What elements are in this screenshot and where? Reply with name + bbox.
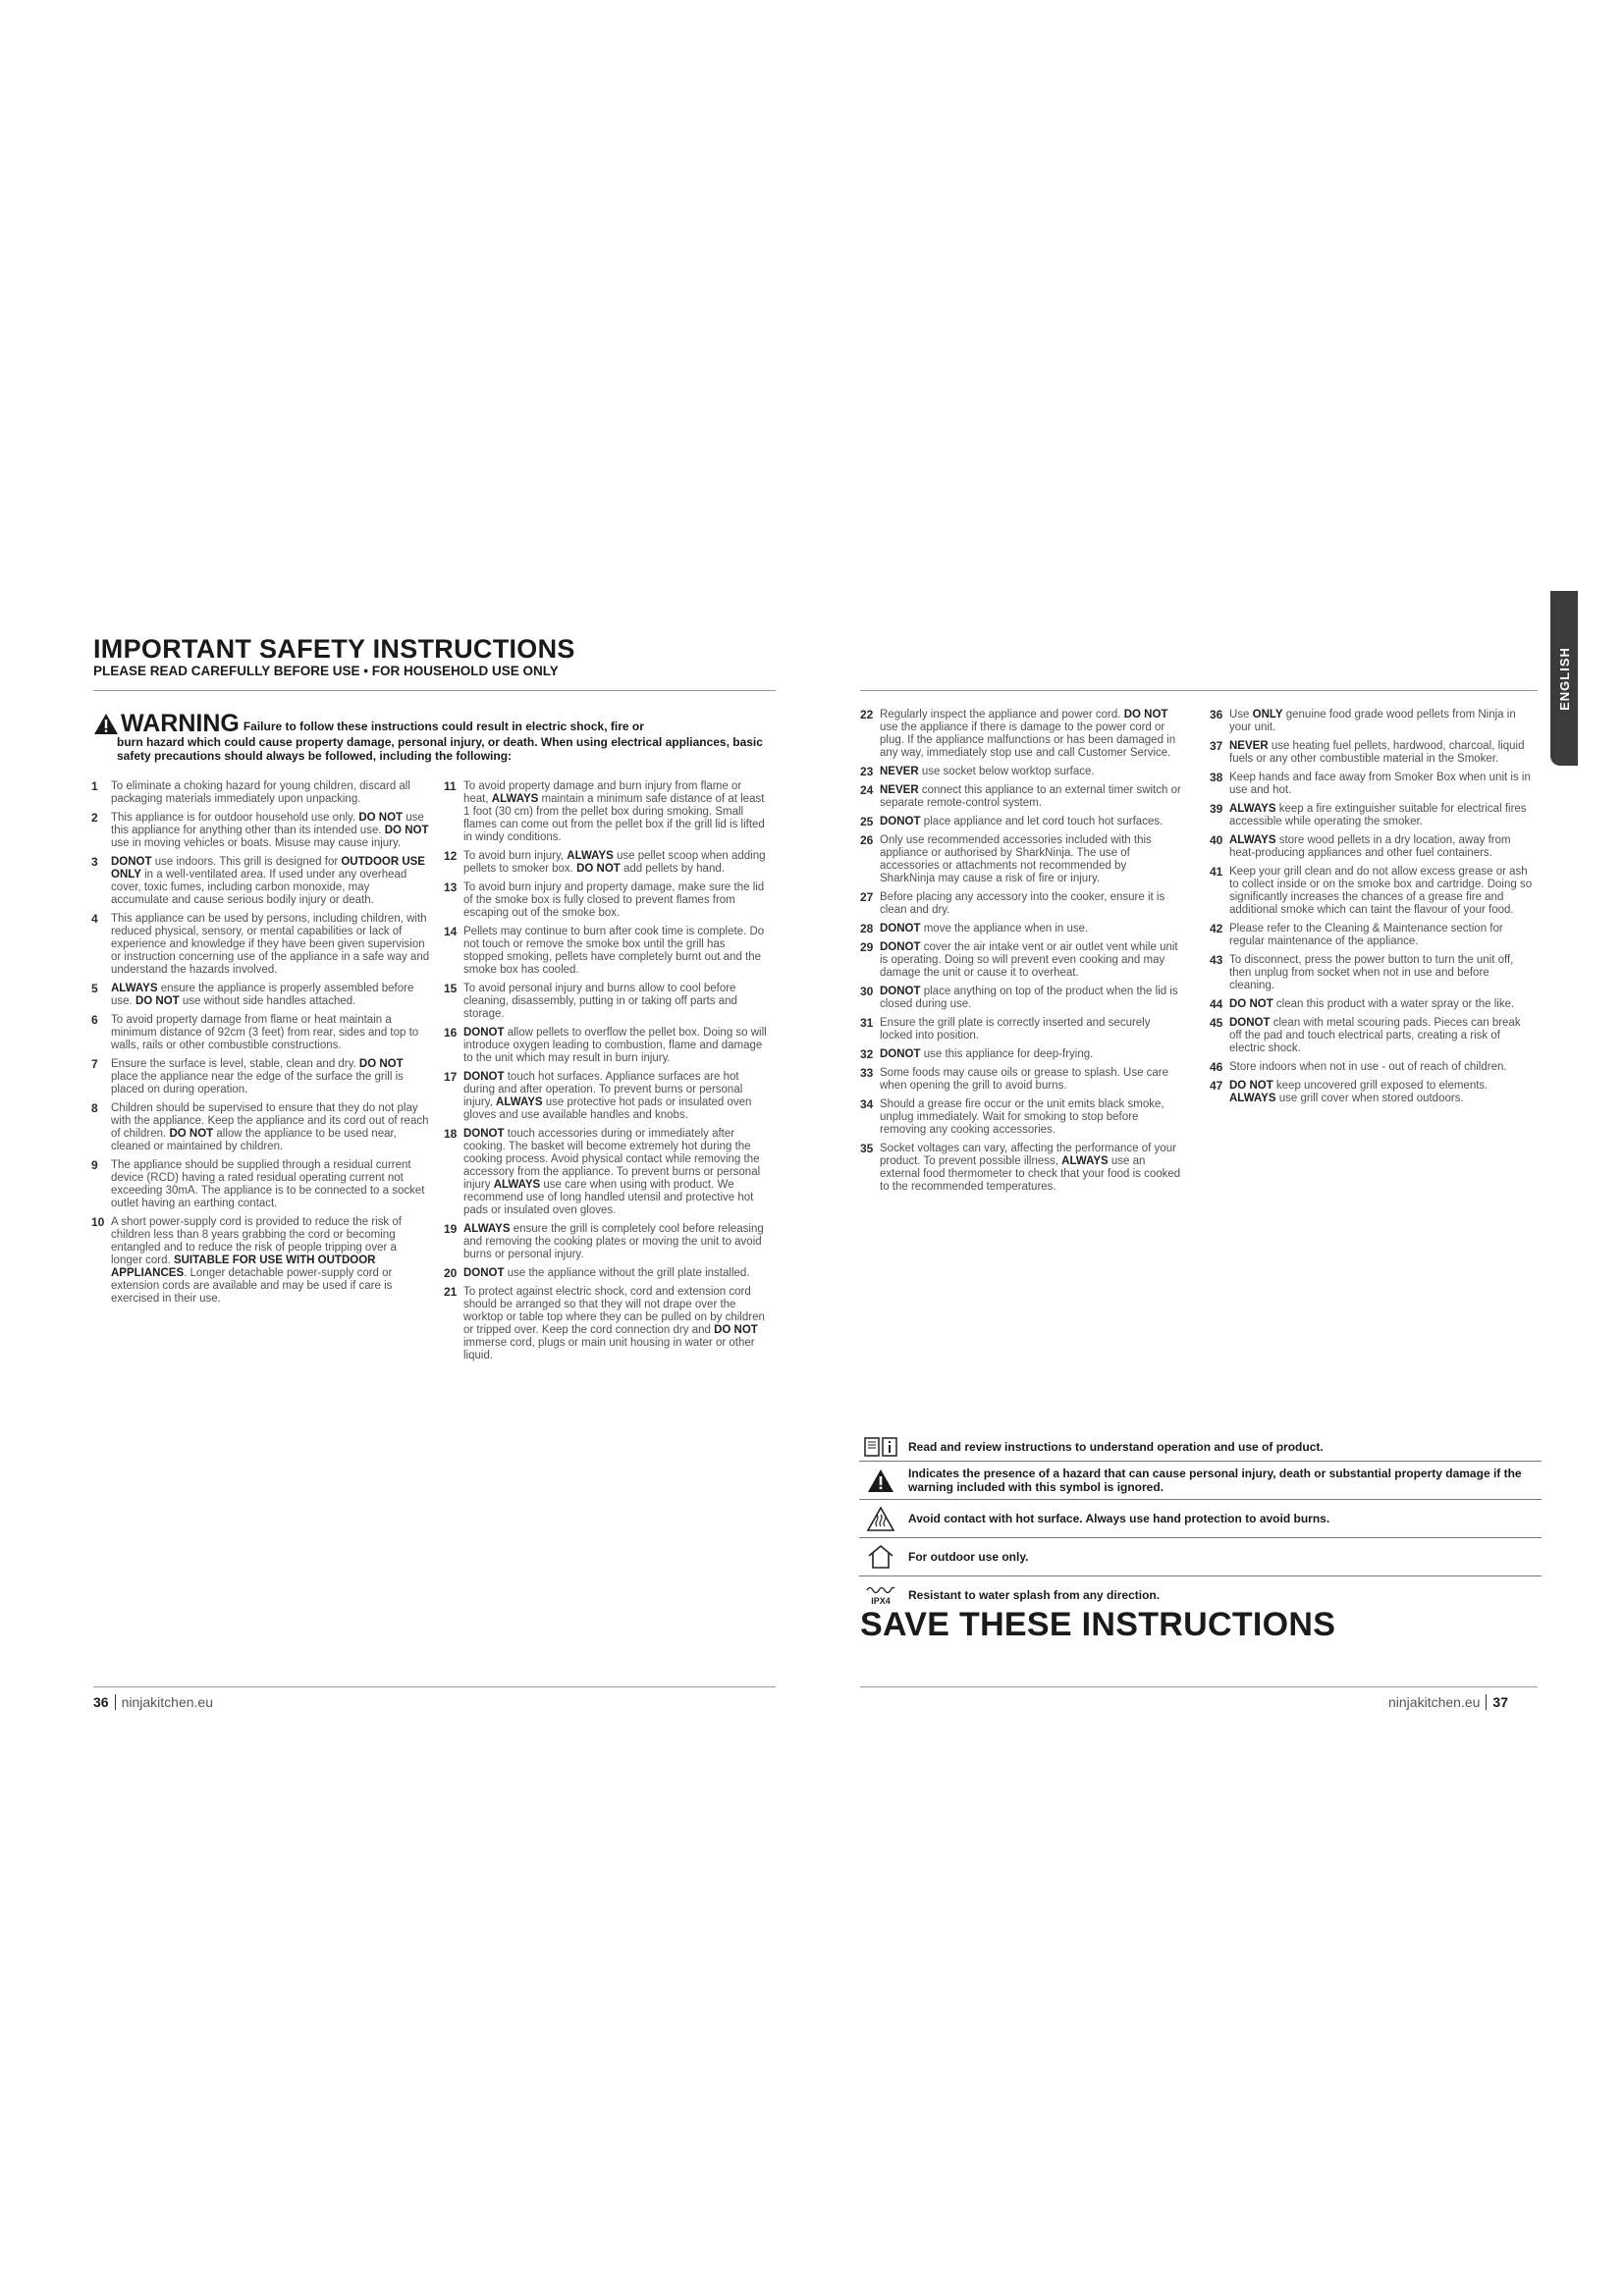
instruction-text: Store indoors when not in use - out of reach of children. xyxy=(1229,1061,1507,1073)
instruction-item xyxy=(860,816,1184,828)
instruction-item xyxy=(860,1098,1184,1137)
symbol-row xyxy=(859,1433,1542,1462)
instruction-text: DONOT cover the air intake vent or air outlet vent while unit is operating. Doing so will prevent even cooking and may damage the unit or cause it to overheat. xyxy=(880,941,1178,979)
header-divider-right xyxy=(860,690,1538,691)
instruction-text: DO NOT clean this product with a water spray or the like. xyxy=(1229,998,1515,1010)
instruction-text: To avoid burn injury, ALWAYS use pellet scoop when adding pellets to smoker box. DO NOT add pellets by hand. xyxy=(463,850,766,875)
instruction-text: ALWAYS store wood pellets in a dry location, away from heat-producing appliances and other fuel containers. xyxy=(1229,834,1511,859)
symbol-text: Avoid contact with hot surface. Always use hand protection to avoid burns. xyxy=(908,1512,1330,1525)
instruction-item xyxy=(91,913,430,977)
instruction-number: 8 xyxy=(91,1101,98,1115)
instruction-text: To disconnect, press the power button to turn the unit off, then unplug from socket when not in use and before cleaning. xyxy=(1229,954,1514,991)
instruction-text: To protect against electric shock, cord and extension cord should be arranged so that they will not drape over the worktop or table top where they can be pulled on by children or tripped over. Keep the cord connection dry and DO NOT immerse cord, plugs or main unit housing in water or other liquid. xyxy=(463,1286,765,1362)
instruction-number: 29 xyxy=(860,940,874,954)
instruction-item xyxy=(91,983,430,1008)
instruction-number: 44 xyxy=(1210,997,1223,1011)
instruction-text: To avoid personal injury and burns allow to cool before cleaning, disassembly, putting in or taking off parts and storage. xyxy=(463,983,737,1020)
instruction-text: ALWAYS ensure the appliance is properly assembled before use. DO NOT use without side handles attached. xyxy=(111,983,414,1007)
header-divider xyxy=(93,690,776,691)
warning-lead-text: Failure to follow these instructions could result in electric shock, fire or xyxy=(243,720,644,733)
instruction-item xyxy=(1210,1017,1536,1055)
instruction-text: DONOT use this appliance for deep-frying. xyxy=(880,1048,1094,1060)
instruction-number: 28 xyxy=(860,922,874,935)
instruction-item xyxy=(860,1067,1184,1093)
instruction-item xyxy=(91,1014,430,1052)
instruction-number: 23 xyxy=(860,765,874,778)
hazard-triangle-icon xyxy=(859,1468,902,1493)
instruction-item xyxy=(91,1102,430,1153)
instruction-text: A short power-supply cord is provided to reduce the risk of children less than 8 years grabbing the cord or becoming entangled and to reduce the risk of people tripping over a longer cord. SUITABLE FOR USE WITH OUTDOOR APPLIANCES. Longer detachable power-supply cord or extension cords are available and may be used if care is exercised in their use. xyxy=(111,1216,402,1305)
instruction-item xyxy=(860,1048,1184,1061)
instruction-text: DONOT allow pellets to overflow the pellet box. Doing so will introduce oxygen leading to combustion, flame and damage to the unit which may result in burn injury. xyxy=(463,1027,767,1064)
instruction-number: 34 xyxy=(860,1097,874,1111)
instruction-item xyxy=(1210,803,1536,828)
instruction-item xyxy=(1210,923,1536,948)
instruction-text: Keep hands and face away from Smoker Box when unit is in use and hot. xyxy=(1229,772,1531,796)
instruction-item xyxy=(444,983,768,1021)
instruction-text: To eliminate a choking hazard for young children, discard all packaging materials immediately upon unpacking. xyxy=(111,780,410,805)
warning-word: WARNING xyxy=(121,710,240,737)
instruction-item xyxy=(444,881,768,920)
instruction-number: 35 xyxy=(860,1142,874,1155)
instruction-number: 1 xyxy=(91,779,98,793)
instruction-text: To avoid burn injury and property damage, make sure the lid of the smoke box is fully closed to prevent flames from escaping out of the smoke box. xyxy=(463,881,765,919)
instruction-number: 41 xyxy=(1210,865,1223,879)
instruction-number: 20 xyxy=(444,1266,458,1280)
instruction-item xyxy=(444,850,768,876)
instruction-number: 13 xyxy=(444,881,458,894)
ipx4-water-icon xyxy=(859,1582,902,1608)
instruction-item xyxy=(444,1071,768,1122)
instruction-text: Keep your grill clean and do not allow excess grease or ash to collect inside or on the smoke box and cartridge. Doing so significantly increases the chances of a grease fire and additional smoke which can taint the flavour of your food. xyxy=(1229,866,1533,916)
instruction-item xyxy=(1210,866,1536,917)
instruction-number: 45 xyxy=(1210,1016,1223,1030)
instruction-text: This appliance is for outdoor household use only. DO NOT use this appliance for anything other than its intended use. DO NOT use in moving vehicles or boats. Misuse may cause injury. xyxy=(111,812,429,849)
instruction-item xyxy=(1210,709,1536,734)
instruction-number: 39 xyxy=(1210,802,1223,816)
instruction-number: 26 xyxy=(860,833,874,847)
symbols-legend xyxy=(859,1433,1542,1614)
instruction-text: The appliance should be supplied through a residual current device (RCD) having a rated residual operating current not exceeding 30mA. The appliance is to be connected to a socket outlet having an earthing contact. xyxy=(111,1159,425,1209)
instruction-number: 47 xyxy=(1210,1079,1223,1093)
instruction-number: 27 xyxy=(860,890,874,904)
instruction-item xyxy=(91,812,430,850)
instruction-text: Should a grease fire occur or the unit emits black smoke, unplug immediately. Wait for smoking to stop before removing any cooking accessories. xyxy=(880,1098,1164,1136)
instruction-item xyxy=(444,926,768,977)
footer-left xyxy=(93,1694,213,1710)
instruction-text: NEVER use heating fuel pellets, hardwood, charcoal, liquid fuels or any other combustible material in the Smoker. xyxy=(1229,740,1525,765)
page-number-left: 36 xyxy=(93,1694,109,1710)
instruction-item xyxy=(444,780,768,844)
instruction-text: Regularly inspect the appliance and power cord. DO NOT use the appliance if there is damage to the power cord or plug. If the appliance malfunctions or has been damaged in any way, immediately stop use and call Customer Service. xyxy=(880,709,1176,759)
instruction-number: 7 xyxy=(91,1057,98,1071)
instruction-item xyxy=(860,923,1184,935)
instruction-number: 46 xyxy=(1210,1060,1223,1074)
footer-site-left: ninjakitchen.eu xyxy=(121,1694,213,1710)
instruction-item xyxy=(91,780,430,806)
instruction-text: To avoid property damage from flame or heat maintain a minimum distance of 92cm (3 feet) from rear, sides and top to walls, rails or other combustible constructions. xyxy=(111,1014,419,1051)
instruction-text: Before placing any accessory into the cooker, ensure it is clean and dry. xyxy=(880,891,1165,916)
instruction-item xyxy=(91,1058,430,1096)
instruction-text: Children should be supervised to ensure that they do not play with the appliance. Keep the appliance and its cord out of reach of children. DO NOT allow the appliance to be used near, cleaned or maintained by children. xyxy=(111,1102,429,1152)
instruction-item xyxy=(1210,954,1536,992)
footer-divider-right xyxy=(860,1686,1538,1687)
instruction-number: 9 xyxy=(91,1158,98,1172)
instruction-text: DONOT place anything on top of the product when the lid is closed during use. xyxy=(880,986,1178,1010)
instruction-number: 36 xyxy=(1210,708,1223,721)
footer-site-right: ninjakitchen.eu xyxy=(1388,1694,1481,1710)
instruction-text: DONOT use the appliance without the grill plate installed. xyxy=(463,1267,750,1279)
instruction-text: DONOT clean with metal scouring pads. Pieces can break off the pad and touch electrical parts, creating a risk of electric shock. xyxy=(1229,1017,1521,1054)
instruction-number: 4 xyxy=(91,912,98,926)
instruction-item xyxy=(1210,772,1536,797)
symbol-text: Indicates the presence of a hazard that can cause personal injury, death or substantial property damage if the warning included with this symbol is ignored. xyxy=(908,1467,1522,1494)
instruction-text: NEVER use socket below worktop surface. xyxy=(880,766,1095,777)
instruction-number: 17 xyxy=(444,1070,458,1084)
instruction-item xyxy=(1210,1061,1536,1074)
instruction-text: DONOT touch accessories during or immediately after cooking. The basket will become extremely hot during the cooking process. Avoid physical contact while removing the accessory from the appliance. To prevent burns or personal injury ALWAYS use care when using with product. We recommend use of long handled utensil and protective hot pads or insulated oven gloves. xyxy=(463,1128,761,1216)
instruction-item xyxy=(860,986,1184,1011)
instruction-number: 10 xyxy=(91,1215,105,1229)
instruction-item xyxy=(444,1223,768,1261)
instruction-item xyxy=(444,1027,768,1065)
instructions-column-1 xyxy=(91,780,430,1311)
symbol-text: Read and review instructions to understand operation and use of product. xyxy=(908,1440,1324,1454)
instruction-number: 30 xyxy=(860,985,874,998)
ipx4-badge: IPX4 xyxy=(871,1596,891,1606)
instruction-item xyxy=(91,1216,430,1306)
instruction-item xyxy=(1210,740,1536,766)
instructions-column-4 xyxy=(1210,709,1536,1111)
instruction-item xyxy=(444,1128,768,1217)
instruction-item xyxy=(860,834,1184,885)
read-manual-icon xyxy=(859,1434,902,1460)
instruction-number: 6 xyxy=(91,1013,98,1027)
instruction-item xyxy=(444,1286,768,1362)
instruction-number: 25 xyxy=(860,815,874,828)
outdoor-house-icon xyxy=(859,1544,902,1570)
instruction-text: To avoid property damage and burn injury from flame or heat, ALWAYS maintain a minimum safe distance of at least 1 foot (30 cm) from the pellet box during smoking. Small flames can come out from the pellet box if the grill lid is lifted in windy conditions. xyxy=(463,780,765,843)
instruction-text: NEVER connect this appliance to an external timer switch or separate remote-control system. xyxy=(880,784,1181,809)
page-subtitle: PLEASE READ CAREFULLY BEFORE USE • FOR HOUSEHOLD USE ONLY xyxy=(93,664,559,678)
instruction-number: 37 xyxy=(1210,739,1223,753)
instruction-text: ALWAYS ensure the grill is completely cool before releasing and removing the cooking plates or moving the unit to avoid burns or personal injury. xyxy=(463,1223,764,1260)
instruction-number: 21 xyxy=(444,1285,458,1299)
warning-block xyxy=(93,712,781,763)
instruction-number: 19 xyxy=(444,1222,458,1236)
instruction-item xyxy=(860,1017,1184,1042)
hot-surface-icon xyxy=(859,1506,902,1531)
instruction-item xyxy=(860,891,1184,917)
instruction-text: DONOT touch hot surfaces. Appliance surfaces are hot during and after operation. To prevent burns or personal injury, ALWAYS use protective hot pads or insulated oven gloves and use available handles and knobs. xyxy=(463,1071,752,1121)
footer-divider-left xyxy=(93,1686,776,1687)
page-title: IMPORTANT SAFETY INSTRUCTIONS xyxy=(93,634,575,664)
instruction-item xyxy=(1210,998,1536,1011)
instruction-text: Ensure the grill plate is correctly inserted and securely locked into position. xyxy=(880,1017,1151,1041)
instruction-number: 31 xyxy=(860,1016,874,1030)
warning-triangle-icon xyxy=(93,713,119,735)
instruction-text: ALWAYS keep a fire extinguisher suitable for electrical fires accessible while operating the smoker. xyxy=(1229,803,1527,828)
instruction-number: 32 xyxy=(860,1047,874,1061)
instruction-text: DONOT place appliance and let cord touch hot surfaces. xyxy=(880,816,1164,828)
symbol-text: For outdoor use only. xyxy=(908,1550,1029,1564)
instruction-item xyxy=(91,856,430,907)
instruction-number: 43 xyxy=(1210,953,1223,967)
instruction-number: 12 xyxy=(444,849,458,863)
language-tab xyxy=(1550,591,1578,766)
instruction-text: DONOT use indoors. This grill is designed for OUTDOOR USE ONLY in a well-ventilated area. If used under any overhead cover, toxic fumes, including carbon monoxide, may accumulate and cause serious bodily injury or death. xyxy=(111,856,425,906)
instruction-number: 15 xyxy=(444,982,458,995)
instruction-number: 2 xyxy=(91,811,98,825)
instruction-number: 3 xyxy=(91,855,98,869)
instruction-number: 38 xyxy=(1210,771,1223,784)
instruction-number: 22 xyxy=(860,708,874,721)
instruction-item xyxy=(860,1143,1184,1194)
symbol-row xyxy=(859,1500,1542,1538)
instruction-item xyxy=(1210,834,1536,860)
language-label: ENGLISH xyxy=(1556,646,1572,711)
instruction-text: Please refer to the Cleaning & Maintenance section for regular maintenance of the appliance. xyxy=(1229,923,1503,947)
warning-body-text: burn hazard which could cause property damage, personal injury, or death. When using electrical appliances, basic safety precautions should always be followed, including the following: xyxy=(117,735,763,763)
instruction-text: Ensure the surface is level, stable, clean and dry. DO NOT place the appliance near the edge of the surface the grill is placed on during operation. xyxy=(111,1058,404,1095)
instruction-number: 18 xyxy=(444,1127,458,1141)
symbol-row xyxy=(859,1462,1542,1500)
instruction-text: DO NOT keep uncovered grill exposed to elements. ALWAYS use grill cover when stored outdoors. xyxy=(1229,1080,1489,1104)
instruction-number: 16 xyxy=(444,1026,458,1040)
instruction-text: Only use recommended accessories included with this appliance or authorised by SharkNinja. The use of accessories or attachments not recommended by SharkNinja may cause a risk of fire or injury. xyxy=(880,834,1152,884)
page-number-right: 37 xyxy=(1492,1694,1508,1710)
instruction-item xyxy=(860,941,1184,980)
instruction-number: 33 xyxy=(860,1066,874,1080)
instruction-number: 5 xyxy=(91,982,98,995)
footer-right xyxy=(1388,1694,1508,1710)
save-instructions-heading: SAVE THESE INSTRUCTIONS xyxy=(860,1606,1336,1643)
instruction-number: 24 xyxy=(860,783,874,797)
instructions-column-2 xyxy=(444,780,768,1368)
instruction-text: DONOT move the appliance when in use. xyxy=(880,923,1089,934)
instruction-item xyxy=(91,1159,430,1210)
instruction-item xyxy=(860,709,1184,760)
instruction-text: Some foods may cause oils or grease to splash. Use care when opening the grill to avoid burns. xyxy=(880,1067,1169,1092)
instruction-text: This appliance can be used by persons, including children, with reduced physical, sensory, or mental capabilities or lack of experience and knowledge if they have been given supervision or instruction concerning use of the appliance in a safe way and understand the hazards involved. xyxy=(111,913,430,976)
instruction-item xyxy=(1210,1080,1536,1105)
instruction-number: 11 xyxy=(444,779,457,793)
symbol-text: Resistant to water splash from any direction. xyxy=(908,1588,1161,1602)
instruction-item xyxy=(860,784,1184,810)
instruction-item xyxy=(444,1267,768,1280)
instructions-column-3 xyxy=(860,709,1184,1200)
instruction-number: 14 xyxy=(444,925,458,938)
instruction-text: Pellets may continue to burn after cook time is complete. Do not touch or remove the smoke box until the grill has stopped smoking, pellets have completely burnt out and the smoke box has cooled. xyxy=(463,926,765,976)
instruction-text: Use ONLY genuine food grade wood pellets from Ninja in your unit. xyxy=(1229,709,1516,733)
instruction-number: 42 xyxy=(1210,922,1223,935)
instruction-item xyxy=(860,766,1184,778)
instruction-text: Socket voltages can vary, affecting the performance of your product. To prevent possible illness, ALWAYS use an external food thermometer to check that your food is cooked to the recommended temperatures. xyxy=(880,1143,1181,1193)
instruction-number: 40 xyxy=(1210,833,1223,847)
symbol-row xyxy=(859,1538,1542,1576)
